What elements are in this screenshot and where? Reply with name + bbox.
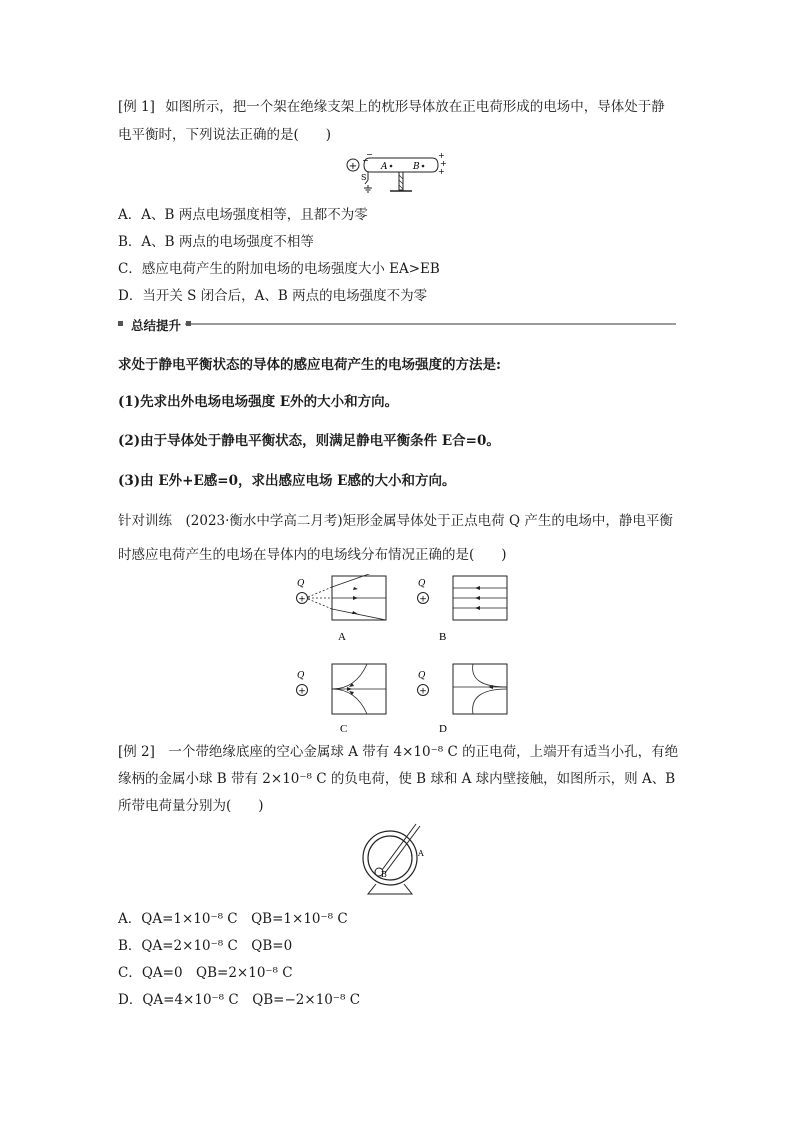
point-a-label: A	[381, 162, 388, 172]
summary-step2: (2)由于导体处于静电平衡状态，则满足静电平衡条件 E合=0。	[118, 433, 500, 449]
minus-sign-2: −	[362, 156, 369, 165]
example1-option-a: A．A、B 两点电场强度相等，且都不为零	[118, 207, 368, 223]
example2-line1: [例 2] 一个带绝缘底座的空心金属球 A 带有 4×10⁻⁸ C 的正电荷，上端开有适当小孔，有绝	[118, 744, 679, 760]
point-b-label: B	[413, 162, 420, 172]
example2-line2: 缘柄的金属小球 B 带有 2×10⁻⁸ C 的负电荷，使 B 球和 A 球内壁接触，如图所示，则 A、B	[118, 771, 676, 787]
plus-sign-3: +	[438, 167, 445, 176]
charge-plus-c: +	[298, 686, 306, 697]
charge-plus-b: +	[419, 594, 427, 605]
example1-option-c: C．感应电荷产生的附加电场的电场强度大小 EA>EB	[118, 261, 440, 277]
example1-stem-line1: 如图所示，把一个架在绝缘支架上的枕形导体放在正电荷形成的电场中，导体处于静	[165, 99, 665, 115]
charge-q-label-b: Q	[418, 579, 426, 589]
charge-plus-d: +	[419, 686, 427, 697]
figure-label-c: C	[340, 723, 348, 735]
figure-label-d: D	[439, 723, 447, 735]
example1-line1	[118, 98, 665, 116]
practice-figure-d	[413, 662, 518, 736]
practice-line2: 时感应电荷产生的电场在导体内的电场线分布情况正确的是( )	[118, 547, 507, 563]
practice-figure-c	[292, 662, 397, 736]
section-marker-left	[118, 321, 123, 326]
summary-intro: 求处于静电平衡状态的导体的感应电荷产生的电场强度的方法是:	[118, 357, 501, 373]
minus-sign-1: −	[366, 150, 373, 159]
summary-title: 总结提升	[131, 316, 185, 334]
example2-option-b: B．QA=2×10⁻⁸ C QB=0	[118, 938, 293, 954]
practice-figure-a	[292, 574, 397, 646]
sphere-a-label: A	[418, 849, 424, 858]
plus-sign-2: +	[440, 159, 447, 168]
example2-line3: 所带电荷量分别为( )	[118, 798, 264, 814]
switch-label: S	[361, 173, 367, 182]
charge-q-label-a: Q	[297, 579, 305, 589]
example1-figure	[340, 150, 455, 198]
ball-b-label: B	[381, 870, 387, 879]
example2-option-a: A．QA=1×10⁻⁸ C QB=1×10⁻⁸ C	[118, 911, 348, 927]
example1-stem-line2: 电平衡时，下列说法正确的是( )	[118, 127, 332, 143]
plus-sign-1: +	[438, 151, 445, 160]
charge-plus-a: +	[298, 594, 306, 605]
figure-label-a: A	[338, 631, 346, 643]
example1-option-b: B．A、B 两点的电场强度不相等	[118, 234, 314, 250]
charge-q-label-d: Q	[418, 671, 426, 681]
example2-option-c: C．QA=0 QB=2×10⁻⁸ C	[118, 965, 293, 981]
summary-step1: (1)先求出外电场电场强度 E外的大小和方向。	[118, 394, 399, 410]
example2-option-d: D．QA=4×10⁻⁸ C QB=−2×10⁻⁸ C	[118, 992, 361, 1008]
practice-figure-b	[413, 574, 518, 646]
example1-option-d: D．当开关 S 闭合后，A、B 两点的电场强度不为零	[118, 288, 428, 304]
example1-tag: [例 1]	[118, 99, 155, 115]
example2-figure	[356, 820, 436, 900]
figure-label-b: B	[439, 631, 447, 643]
summary-step3: (3)由 E外+E感=0，求出感应电场 E感的大小和方向。	[118, 473, 456, 489]
positive-charge-symbol: +	[348, 161, 358, 172]
practice-line1: 针对训练 (2023·衡水中学高二月考)矩形金属导体处于正点电荷 Q 产生的电场中，静电平衡	[118, 513, 673, 529]
section-marker-right	[186, 321, 191, 326]
charge-q-label-c: Q	[297, 671, 305, 681]
section-rule	[184, 323, 676, 325]
